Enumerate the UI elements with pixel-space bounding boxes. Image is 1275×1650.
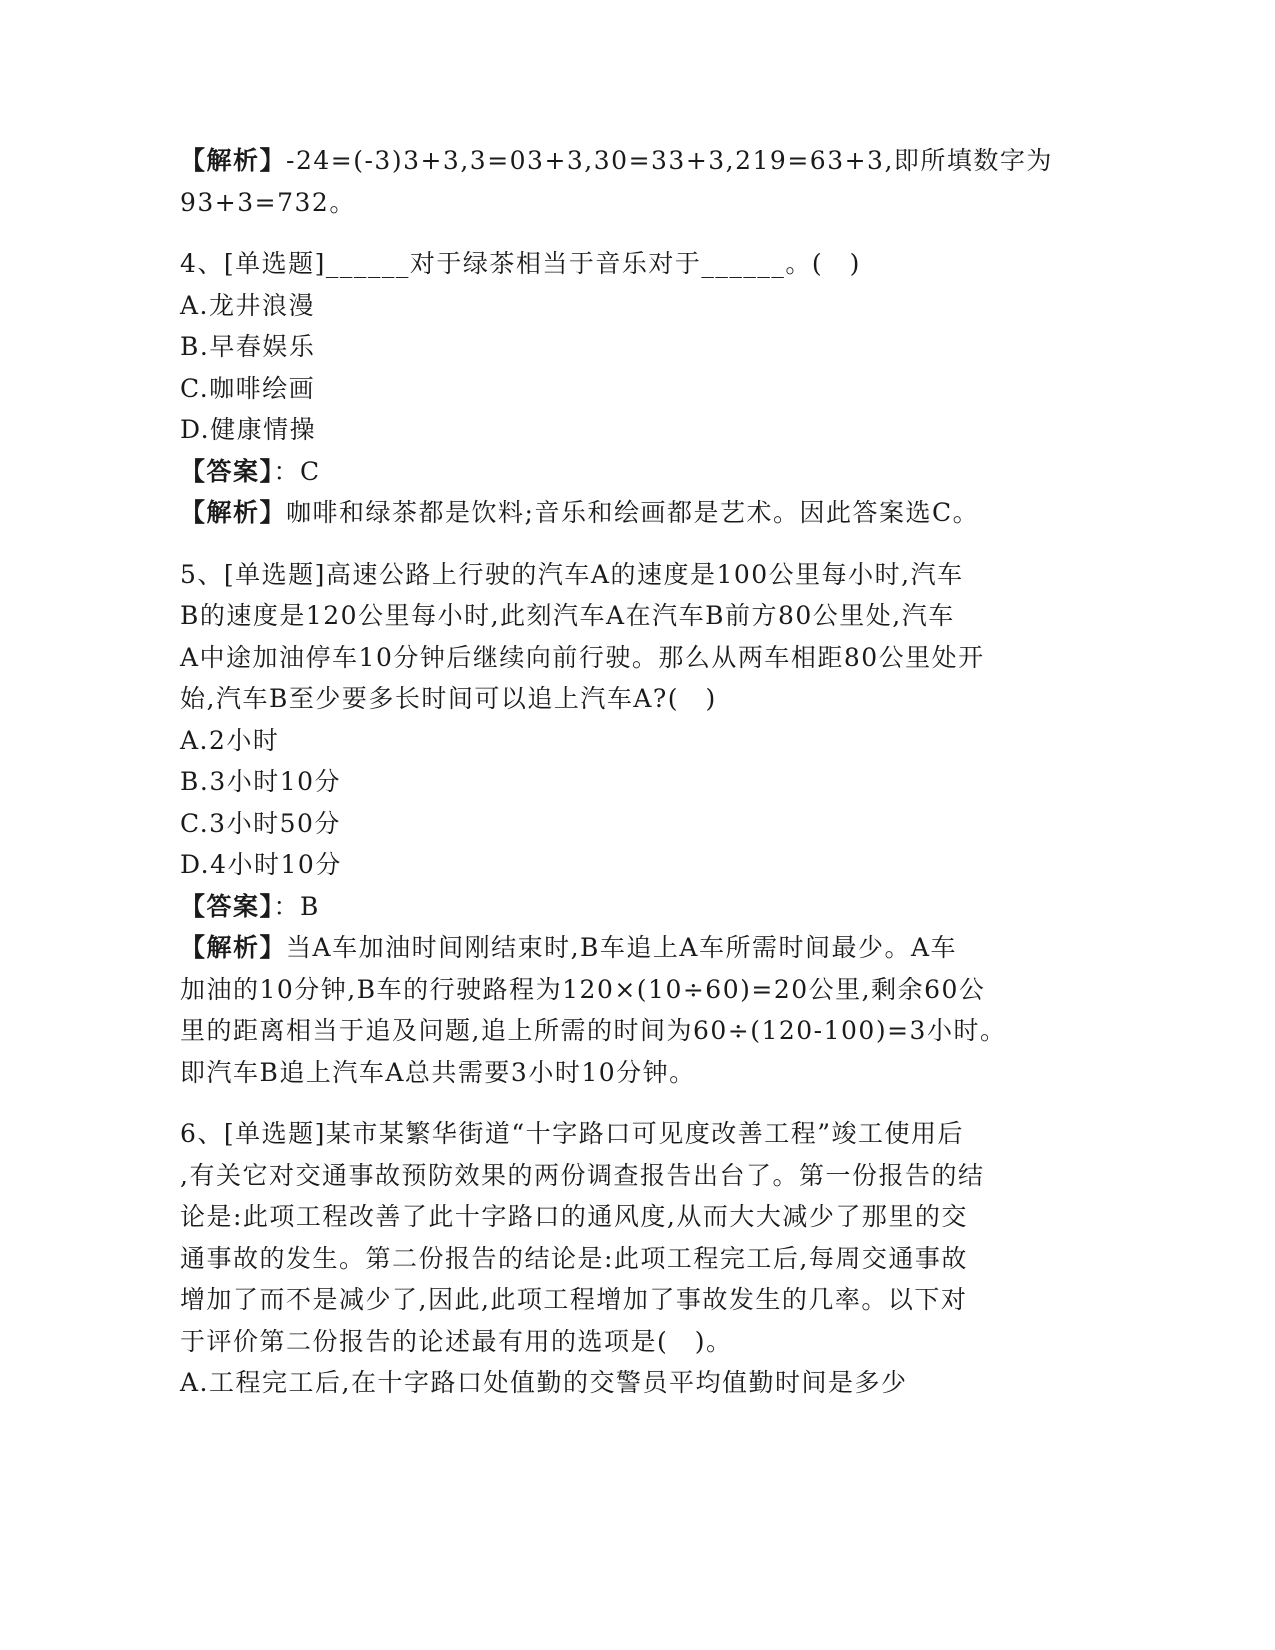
- q5-answer-label: 【答案】: [180, 891, 274, 921]
- q5-analysis-label: 【解析】: [180, 933, 287, 962]
- q5-option-a: A.2小时: [180, 725, 280, 755]
- q5-answer: [180, 886, 1060, 928]
- q4-answer-label: 【答案】: [180, 456, 274, 486]
- q6-stem-line-3: 论是:此项工程改善了此十字路口的通风度,从而大大减少了那里的交: [180, 1202, 968, 1231]
- q3-analysis-line-1: [180, 140, 1060, 182]
- q4-answer-value: ：C: [273, 456, 321, 486]
- q5-stem-line-3: A中途加油停车10分钟后继续向前行驶。那么从两车相距80公里处开: [180, 642, 985, 672]
- q6-stem-line-4: 通事故的发生。第二份报告的结论是:此项工程完工后,每周交通事故: [180, 1243, 968, 1273]
- q4-answer: [180, 451, 1060, 493]
- q6-option-a: A.工程完工后,在十字路口处值勤的交警员平均值勤时间是多少: [180, 1368, 908, 1397]
- q5-analysis-line-4: 即汽车B追上汽车A总共需要3小时10分钟。: [180, 1057, 696, 1087]
- q6-stem-line-1: 6、[单选题]某市某繁华街道“十字路口可见度改善工程”竣工使用后: [180, 1119, 964, 1148]
- q4-option-b: B.早春娱乐: [180, 332, 316, 361]
- q4-option-d: D.健康情操: [180, 415, 317, 444]
- q6-stem-line-2: ,有关它对交通事故预防效果的两份调查报告出台了。第一份报告的结: [180, 1160, 985, 1190]
- q5-stem-line-1: 5、[单选题]高速公路上行驶的汽车A的速度是100公里每小时,汽车: [180, 559, 964, 589]
- q5-analysis-line-1: [180, 927, 1060, 969]
- q5-answer-value: ：B: [273, 891, 320, 921]
- q3-analysis-text-1: -24=(-3)3+3,3=03+3,30=33+3,219=63+3,即所填数字为: [286, 146, 1053, 175]
- q4-option-a: A.龙井浪漫: [180, 290, 316, 320]
- q5-option-b: B.3小时10分: [180, 767, 342, 796]
- q5-analysis-line-3: 里的距离相当于追及问题,追上所需的时间为60÷(120-100)=3小时。: [180, 1016, 1007, 1045]
- q6-stem-line-6: 于评价第二份报告的论述最有用的选项是( )。: [180, 1326, 733, 1356]
- q6-stem-line-5: 增加了而不是减少了,因此,此项工程增加了事故发生的几率。以下对: [180, 1285, 968, 1314]
- q4-analysis-label: 【解析】: [180, 498, 287, 527]
- document-page: [180, 140, 1060, 1404]
- q5-analysis-text-1: 当A车加油时间刚结束时,B车追上A车所需时间最少。A车: [286, 933, 957, 962]
- q4-option-c: C.咖啡绘画: [180, 373, 316, 403]
- q5-stem-line-4: 始,汽车B至少要多长时间可以追上汽车A?( ): [180, 684, 717, 713]
- q5-stem-line-2: B的速度是120公里每小时,此刻汽车A在汽车B前方80公里处,汽车: [180, 601, 955, 630]
- q3-analysis-label: 【解析】: [180, 146, 287, 175]
- q5-analysis-line-2: 加油的10分钟,B车的行驶路程为120×(10÷60)=20公里,剩余60公: [180, 974, 986, 1004]
- q4-stem: 4、[单选题]______对于绿茶相当于音乐对于______。( ): [180, 249, 861, 278]
- q4-analysis: [180, 492, 1060, 534]
- q4-analysis-text: 咖啡和绿茶都是饮料;音乐和绘画都是艺术。因此答案选C。: [286, 498, 980, 527]
- q5-option-d: D.4小时10分: [180, 850, 342, 879]
- q3-analysis-line-2: 93+3=732。: [180, 187, 356, 217]
- q5-option-c: C.3小时50分: [180, 808, 341, 838]
